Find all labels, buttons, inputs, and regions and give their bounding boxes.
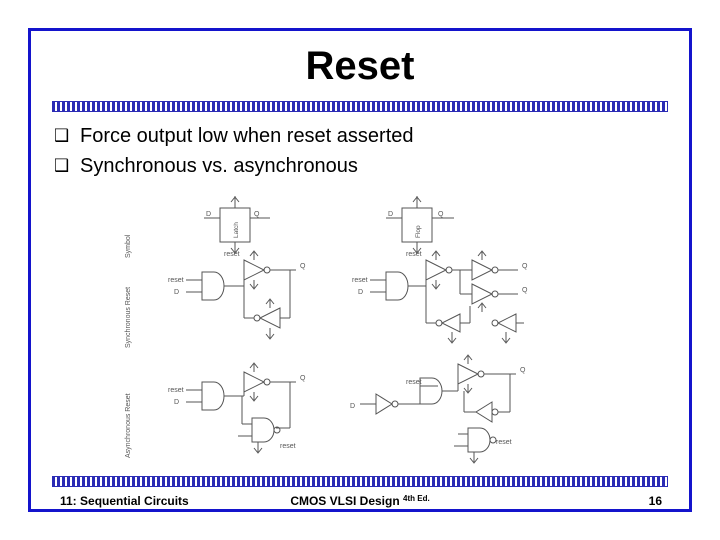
symbol-latch-reset-label: reset	[224, 251, 240, 258]
async-right-output-q: Q	[520, 367, 526, 374]
sync-reset-right	[352, 251, 528, 343]
title-divider-top	[52, 101, 668, 112]
async-left-output-q: Q	[300, 375, 306, 382]
row-label-symbol: Symbol	[125, 234, 132, 258]
sync-left-input-d: D	[174, 289, 180, 296]
page-title: Reset	[305, 44, 415, 88]
sync-right-output-q2: Q	[522, 287, 528, 294]
bullet-marker-icon: ❑	[54, 126, 70, 146]
async-right-reset-label-2: reset	[496, 439, 512, 446]
row-label-async: Asynchronous Reset	[125, 393, 132, 458]
footer-book-edition: 4th Ed.	[403, 494, 430, 503]
symbol-latch-block-label: Latch	[233, 222, 240, 238]
reset-circuits-figure	[120, 196, 590, 468]
async-left-reset-label: reset	[280, 443, 296, 450]
sync-right-input-reset: reset	[352, 277, 368, 284]
footer-divider	[52, 476, 668, 487]
bullet-marker-icon: ❑	[54, 156, 70, 176]
bullet-text: Synchronous vs. asynchronous	[80, 155, 358, 177]
sync-left-input-reset: reset	[168, 277, 184, 284]
footer-chapter: 11: Sequential Circuits	[60, 494, 189, 508]
symbol-flop-input-d: D	[388, 211, 394, 218]
sync-reset-left	[168, 251, 306, 339]
async-reset-left	[168, 363, 306, 453]
bullet-text: Force output low when reset asserted	[80, 125, 414, 147]
list-item	[54, 152, 654, 180]
footer-book-title	[52, 494, 668, 508]
symbol-latch-input-d: D	[206, 211, 212, 218]
async-reset-right	[350, 355, 526, 463]
symbol-latch	[204, 196, 270, 258]
row-label-sync: Synchronous Reset	[125, 286, 132, 348]
bullet-list	[54, 122, 654, 182]
circuit-diagram	[120, 196, 590, 468]
symbol-latch-output-q: Q	[254, 211, 260, 218]
symbol-flop-output-q: Q	[438, 211, 444, 218]
footer-page-number: 16	[648, 494, 662, 508]
slide-footer	[52, 492, 668, 514]
async-left-input-reset: reset	[168, 387, 184, 394]
async-right-reset-label: reset	[406, 379, 422, 386]
async-left-input-d: D	[174, 399, 180, 406]
list-item	[54, 122, 654, 150]
symbol-flop-reset-label: reset	[406, 251, 422, 258]
symbol-flop	[386, 196, 454, 258]
sync-right-input-d: D	[358, 289, 364, 296]
sync-right-output-q1: Q	[522, 263, 528, 270]
symbol-flop-block-label: Flop	[415, 225, 422, 238]
footer-book-title-main: CMOS VLSI Design	[290, 494, 400, 508]
async-right-input-d: D	[350, 403, 356, 410]
sync-left-output-q: Q	[300, 263, 306, 270]
